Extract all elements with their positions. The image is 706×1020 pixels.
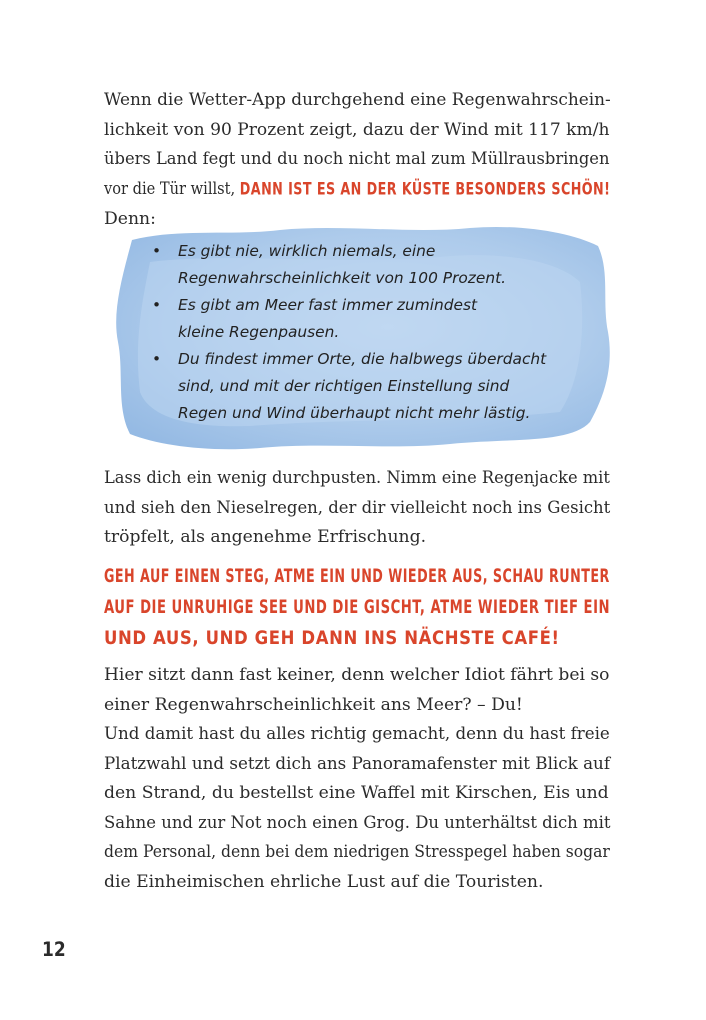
lass-line: tröpfelt, als angenehme Erfrischung. — [104, 527, 427, 547]
list-item — [150, 238, 590, 292]
hier-line: dem Personal, denn bei dem niedrigen Stresspegel haben sogar — [104, 842, 610, 862]
hier-line: Platzwahl und setzt dich ans Panoramafenster mit Blick auf — [104, 753, 611, 774]
bullet-line: Regenwahrscheinlichkeit von 100 Prozent. — [178, 269, 507, 287]
bullet-line: kleine Regenpausen. — [178, 323, 340, 341]
intro-line: Wenn die Wetter-App durchgehend eine Regenwahrschein- — [104, 90, 611, 110]
denn-label: Denn: — [104, 209, 156, 229]
hier-line: den Strand, du bestellst eine Waffel mit Kirschen, Eis und — [104, 783, 609, 803]
bullet-line: Es gibt am Meer fast immer zumindest — [178, 296, 478, 314]
hier-line: Und damit hast du alles richtig gemacht, denn du hast freie — [104, 724, 610, 744]
intro-paragraph — [104, 86, 610, 204]
lass-line: Lass dich ein wenig durchpusten. Nimm eine Regenjacke mit — [104, 468, 610, 488]
hier-line: einer Regenwahrscheinlichkeit ans Meer? – Du! — [104, 694, 523, 715]
bullet-dot: • — [152, 242, 162, 260]
lass-paragraph — [104, 464, 610, 553]
headline-line: GEH AUF EINEN STEG, ATME EIN UND WIEDER AUS, SCHAU RUNTER — [104, 564, 610, 587]
hier-line: Sahne und zur Not noch einen Grog. Du unterhältst dich mit — [104, 812, 611, 833]
hier-line: die Einheimischen ehrliche Lust auf die Touristen. — [104, 871, 544, 892]
intro-line-prefix: vor die Tür willst, — [104, 178, 240, 199]
page-number: 12 — [42, 938, 66, 962]
hier-paragraph — [104, 661, 610, 897]
headline-line: AUF DIE UNRUHIGE SEE UND DIE GISCHT, ATME WIEDER TIEF EIN — [104, 595, 611, 618]
bullet-line: Es gibt nie, wirklich niemals, eine — [178, 242, 436, 260]
hier-line: Hier sitzt dann fast keiner, denn welcher Idiot fährt bei so — [104, 665, 610, 685]
lass-line: und sieh den Nieselregen, der dir vielleicht noch ins Gesicht — [104, 497, 611, 518]
bullet-line: Regen und Wind überhaupt nicht mehr lästig. — [178, 404, 531, 422]
highlight-headline — [104, 560, 610, 653]
headline-line: UND AUS, UND GEH DANN INS NÄCHSTE CAFÉ! — [104, 626, 560, 649]
intro-line-last — [104, 175, 611, 205]
list-item — [150, 292, 590, 346]
bullet-line: sind, und mit der richtigen Einstellung sind — [178, 377, 510, 395]
bullet-list — [150, 238, 590, 427]
intro-highlight: DANN IST ES AN DER KÜSTE BESONDERS SCHÖN! — [239, 178, 611, 199]
intro-line: übers Land fegt und du noch nicht mal zum Müllrausbringen — [104, 149, 610, 169]
list-item — [150, 346, 590, 427]
bullet-dot: • — [152, 350, 162, 368]
bullet-line: Du findest immer Orte, die halbwegs überdacht — [178, 350, 547, 368]
intro-line: lichkeit von 90 Prozent zeigt, dazu der Wind mit 117 km/h — [104, 119, 610, 140]
bullet-dot: • — [152, 296, 162, 314]
